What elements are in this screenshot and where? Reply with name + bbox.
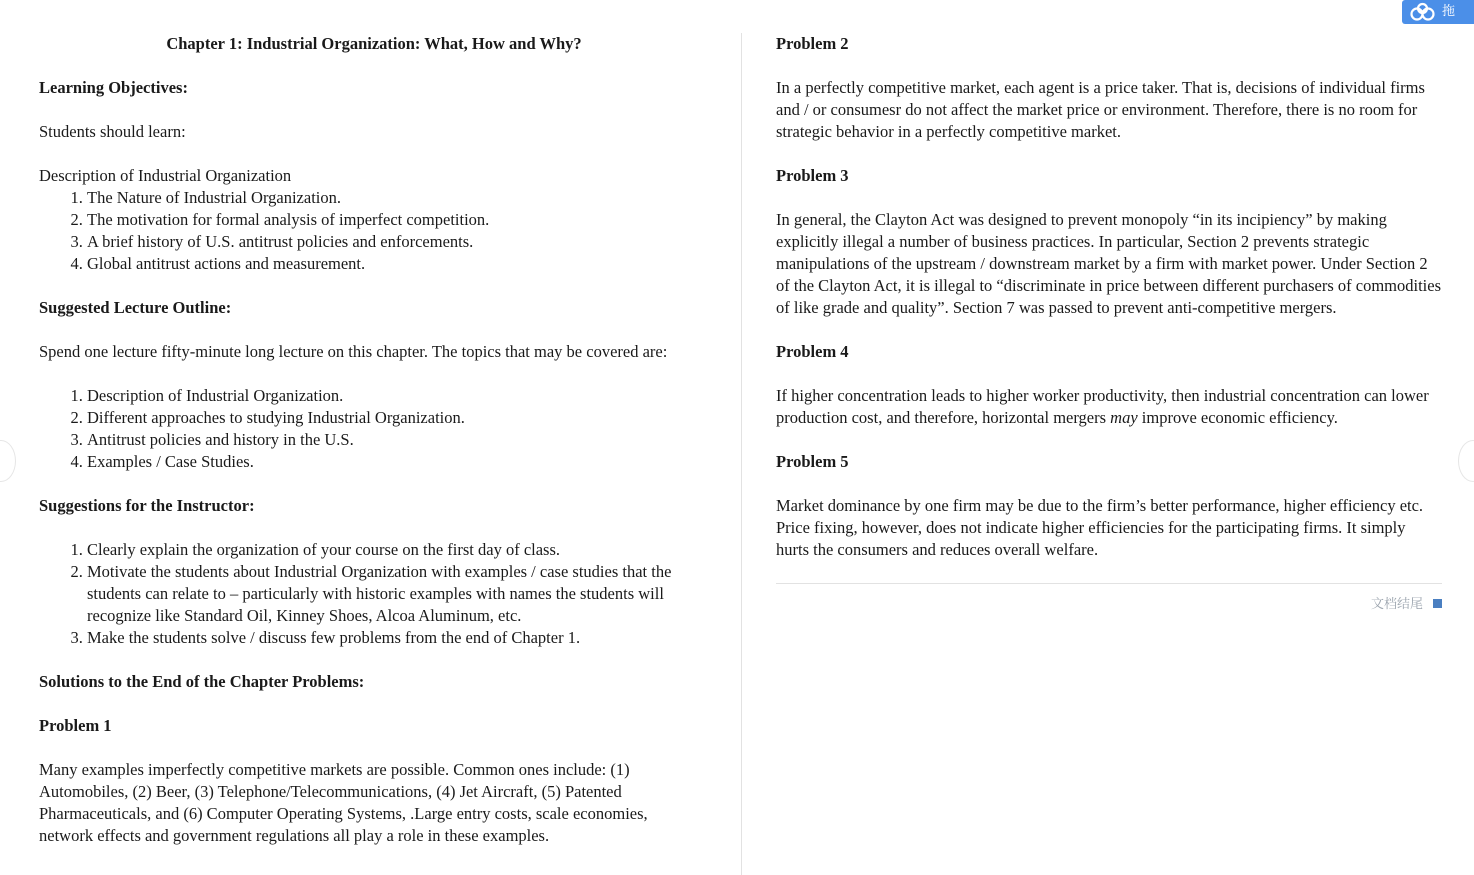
problem-4-emphasis: may bbox=[1110, 408, 1138, 427]
objectives-list bbox=[39, 187, 705, 275]
problem-4-text bbox=[776, 385, 1442, 429]
list-item: 1. The Nature of Industrial Organization. bbox=[87, 187, 705, 209]
problem-5-heading: Problem 5 bbox=[776, 452, 849, 471]
cloud-drag-button[interactable] bbox=[1402, 0, 1474, 24]
document-end-line bbox=[776, 583, 1442, 584]
list-item: 3. Antitrust policies and history in the U.S. bbox=[87, 429, 705, 451]
document-end-label: 文档结尾 bbox=[1370, 597, 1423, 612]
lecture-outline-text: Spend one lecture fifty-minute long lecture on this chapter. The topics that may be covered are: bbox=[39, 342, 668, 361]
problem-2-text: In a perfectly competitive market, each agent is a price taker. That is, decisions of individual firms and / or consumesr do not affect the market price or environment. Therefore, there is no room for strategic behavior in a perfectly competitive market. bbox=[776, 78, 1425, 141]
list-item: 4. Examples / Case Studies. bbox=[87, 451, 705, 473]
problem-3-heading: Problem 3 bbox=[776, 166, 849, 185]
problem-4-text-after: improve economic efficiency. bbox=[1137, 408, 1338, 427]
page-divider bbox=[741, 33, 742, 875]
scroll-right-handle[interactable] bbox=[1458, 440, 1474, 482]
list-item: 1. Clearly explain the organization of your course on the first day of class. bbox=[87, 539, 705, 561]
list-item: 1. Description of Industrial Organization. bbox=[87, 385, 705, 407]
scroll-left-handle[interactable] bbox=[0, 440, 16, 482]
drag-label: 拖 bbox=[1442, 4, 1456, 19]
problem-4-heading: Problem 4 bbox=[776, 342, 849, 361]
solutions-heading: Solutions to the End of the Chapter Problems: bbox=[39, 672, 365, 691]
problem-5-text: Market dominance by one firm may be due to the firm’s better performance, higher efficiency etc. Price fixing, however, does not indicate higher efficiencies for the participating firms. It simply hurts the consumers and reduces overall welfare. bbox=[776, 496, 1424, 559]
problem-4-text-before: If higher concentration leads to higher worker productivity, then industrial concentration can lower production cost, and therefore, horizontal mergers bbox=[776, 386, 1429, 427]
problem-1-heading: Problem 1 bbox=[39, 716, 112, 735]
cloud-icon bbox=[1408, 2, 1438, 22]
outline-list bbox=[39, 385, 705, 473]
problem-1-text: Many examples imperfectly competitive markets are possible. Common ones include: (1) Automobiles, (2) Beer, (3) Telephone/Telecommunications, (4) Jet Aircraft, (5) Patented Pharmaceuticals, and (6) Computer Operating Systems, .Large entry costs, scale economies, network effects and government regulations all play a role in these examples. bbox=[39, 760, 648, 845]
document-page-left bbox=[39, 33, 705, 869]
students-should-learn: Students should learn: bbox=[39, 122, 186, 141]
document-page-right bbox=[776, 33, 1442, 616]
end-square-icon bbox=[1433, 599, 1442, 608]
list-item: 4. Global antitrust actions and measurement. bbox=[87, 253, 705, 275]
problem-2-heading: Problem 2 bbox=[776, 34, 849, 53]
lecture-outline-heading: Suggested Lecture Outline: bbox=[39, 298, 232, 317]
chapter-title: Chapter 1: Industrial Organization: What, How and Why? bbox=[166, 34, 582, 53]
list-item: 2. Motivate the students about Industrial Organization with examples / case studies that the students can relate to – particularly with historic examples with names the students will recognize like Standard Oil, Kinney Shoes, Alcoa Aluminum, etc. bbox=[87, 561, 705, 627]
problem-3-text: In general, the Clayton Act was designed to prevent monopoly “in its incipiency” by making explicitly illegal a number of business practices. In particular, Section 2 prevents strategic manipulations of the upstream / downstream market by a firm with market power. Under Section 2 of the Clayton Act, it is illegal to “discriminate in price between different purchasers of commodities of like grade and quality”. Section 7 was passed to prevent anti-competitive mergers. bbox=[776, 210, 1442, 317]
document-end-marker bbox=[776, 594, 1442, 616]
list-item: 3. Make the students solve / discuss few problems from the end of Chapter 1. bbox=[87, 627, 705, 649]
instructor-list bbox=[39, 539, 705, 649]
instructor-heading: Suggestions for the Instructor: bbox=[39, 496, 255, 515]
list-item: 2. The motivation for formal analysis of imperfect competition. bbox=[87, 209, 705, 231]
list-item: 2. Different approaches to studying Industrial Organization. bbox=[87, 407, 705, 429]
list-item: 3. A brief history of U.S. antitrust policies and enforcements. bbox=[87, 231, 705, 253]
learning-objectives-heading: Learning Objectives: bbox=[39, 78, 188, 97]
description-label: Description of Industrial Organization bbox=[39, 166, 292, 185]
